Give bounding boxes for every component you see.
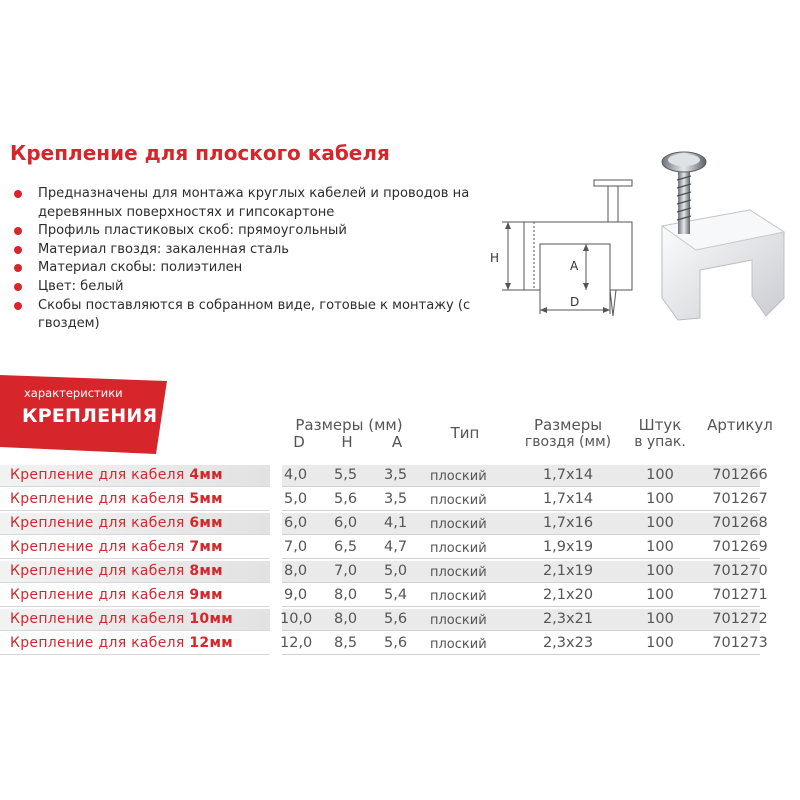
table-row xyxy=(0,633,800,654)
row-qty: 100 xyxy=(646,467,674,483)
row-a: 5,4 xyxy=(384,587,408,603)
row-h: 8,0 xyxy=(334,587,358,603)
row-qty: 100 xyxy=(646,515,674,531)
header-nail-sizes-2: гвоздя (мм) xyxy=(524,434,612,450)
diagram-label-h: H xyxy=(490,251,500,265)
row-h: 8,0 xyxy=(334,611,358,627)
table-row xyxy=(0,609,800,630)
page-title: Крепление для плоского кабеля xyxy=(10,141,390,165)
table-row xyxy=(0,537,800,558)
table-row xyxy=(0,513,800,534)
row-qty: 100 xyxy=(646,587,674,603)
row-d: 7,0 xyxy=(284,539,308,555)
row-d: 8,0 xyxy=(284,563,308,579)
row-article: 701270 xyxy=(712,563,768,579)
row-size: 8мм xyxy=(189,563,223,579)
row-d: 4,0 xyxy=(284,467,308,483)
row-type: плоский xyxy=(430,589,487,604)
header-sizes: Размеры (мм) xyxy=(295,416,403,434)
row-name: Крепление для кабеля xyxy=(10,587,185,603)
table-row xyxy=(0,489,800,510)
feature-item: Профиль пластиковых скоб: прямоугольный xyxy=(14,222,504,241)
clip-photo xyxy=(648,148,798,330)
row-a: 5,6 xyxy=(384,635,408,651)
table-row xyxy=(0,561,800,582)
row-name: Крепление для кабеля xyxy=(10,515,185,531)
row-type: плоский xyxy=(430,637,487,652)
row-nail: 2,1x20 xyxy=(542,587,594,603)
feature-list xyxy=(14,185,504,334)
row-type: плоский xyxy=(430,493,487,508)
row-type: плоский xyxy=(430,613,487,628)
row-type: плоский xyxy=(430,541,487,556)
row-name: Крепление для кабеля xyxy=(10,467,185,483)
row-article: 701269 xyxy=(712,539,768,555)
row-article: 701267 xyxy=(712,491,768,507)
row-nail: 1,9x19 xyxy=(542,539,594,555)
row-type: плоский xyxy=(430,565,487,580)
row-size: 7мм xyxy=(189,539,223,555)
row-size: 5мм xyxy=(189,491,223,507)
header-d: D xyxy=(293,433,305,451)
row-d: 5,0 xyxy=(284,491,308,507)
row-article: 701273 xyxy=(712,635,768,651)
row-nail: 2,3x23 xyxy=(542,635,594,651)
row-article: 701268 xyxy=(712,515,768,531)
row-qty: 100 xyxy=(646,635,674,651)
feature-item: Материал гвоздя: закаленная сталь xyxy=(14,241,504,260)
row-qty: 100 xyxy=(646,539,674,555)
row-d: 6,0 xyxy=(284,515,308,531)
row-name: Крепление для кабеля xyxy=(10,611,185,627)
row-size: 9мм xyxy=(189,587,223,603)
row-type: плоский xyxy=(430,469,487,484)
row-a: 5,0 xyxy=(384,563,408,579)
clip-dimension-diagram xyxy=(482,172,642,324)
row-d: 12,0 xyxy=(280,635,313,651)
row-size: 10мм xyxy=(189,611,233,627)
row-name: Крепление для кабеля xyxy=(10,563,185,579)
header-nail-sizes-1: Размеры xyxy=(533,416,603,434)
row-h: 6,5 xyxy=(334,539,358,555)
feature-item: Предназначены для монтажа круглых кабелей и проводов на деревянных поверхностях и гипсокартоне xyxy=(14,185,504,222)
row-nail: 2,3x21 xyxy=(542,611,594,627)
row-a: 3,5 xyxy=(384,467,408,483)
row-a: 3,5 xyxy=(384,491,408,507)
row-nail: 1,7x14 xyxy=(542,467,594,483)
header-qty-1: Штук xyxy=(638,416,682,434)
header-a: A xyxy=(391,433,403,451)
table-row xyxy=(0,585,800,606)
row-type: плоский xyxy=(430,517,487,532)
row-a: 5,6 xyxy=(384,611,408,627)
row-name: Крепление для кабеля xyxy=(10,491,185,507)
row-nail: 1,7x14 xyxy=(542,491,594,507)
header-type: Тип xyxy=(450,424,480,442)
row-h: 5,5 xyxy=(334,467,358,483)
header-article: Артикул xyxy=(707,416,773,434)
row-d: 9,0 xyxy=(284,587,308,603)
row-name: Крепление для кабеля xyxy=(10,635,185,651)
header-qty-2: в упак. xyxy=(634,434,686,450)
row-qty: 100 xyxy=(646,491,674,507)
row-a: 4,7 xyxy=(384,539,408,555)
row-h: 6,0 xyxy=(334,515,358,531)
row-h: 8,5 xyxy=(334,635,358,651)
row-size: 12мм xyxy=(189,635,233,651)
feature-item: Цвет: белый xyxy=(14,278,504,297)
row-nail: 1,7x16 xyxy=(542,515,594,531)
row-qty: 100 xyxy=(646,611,674,627)
badge-subtitle: характеристики xyxy=(24,386,123,400)
row-size: 4мм xyxy=(189,467,223,483)
header-h: H xyxy=(341,433,353,451)
feature-item: Скобы поставляются в собранном виде, готовые к монтажу (с гвоздем) xyxy=(14,297,504,334)
row-article: 701272 xyxy=(712,611,768,627)
row-article: 701266 xyxy=(712,467,768,483)
table-row xyxy=(0,465,800,486)
row-h: 7,0 xyxy=(334,563,358,579)
row-h: 5,6 xyxy=(334,491,358,507)
row-name: Крепление для кабеля xyxy=(10,539,185,555)
row-size: 6мм xyxy=(189,515,223,531)
feature-item: Материал скобы: полиэтилен xyxy=(14,259,504,278)
row-article: 701271 xyxy=(712,587,768,603)
diagram-label-a: A xyxy=(570,259,579,273)
row-d: 10,0 xyxy=(280,611,313,627)
badge-title: КРЕПЛЕНИЯ xyxy=(22,405,158,427)
row-a: 4,1 xyxy=(384,515,408,531)
diagram-label-d: D xyxy=(570,295,580,309)
row-nail: 2,1x19 xyxy=(542,563,594,579)
row-qty: 100 xyxy=(646,563,674,579)
